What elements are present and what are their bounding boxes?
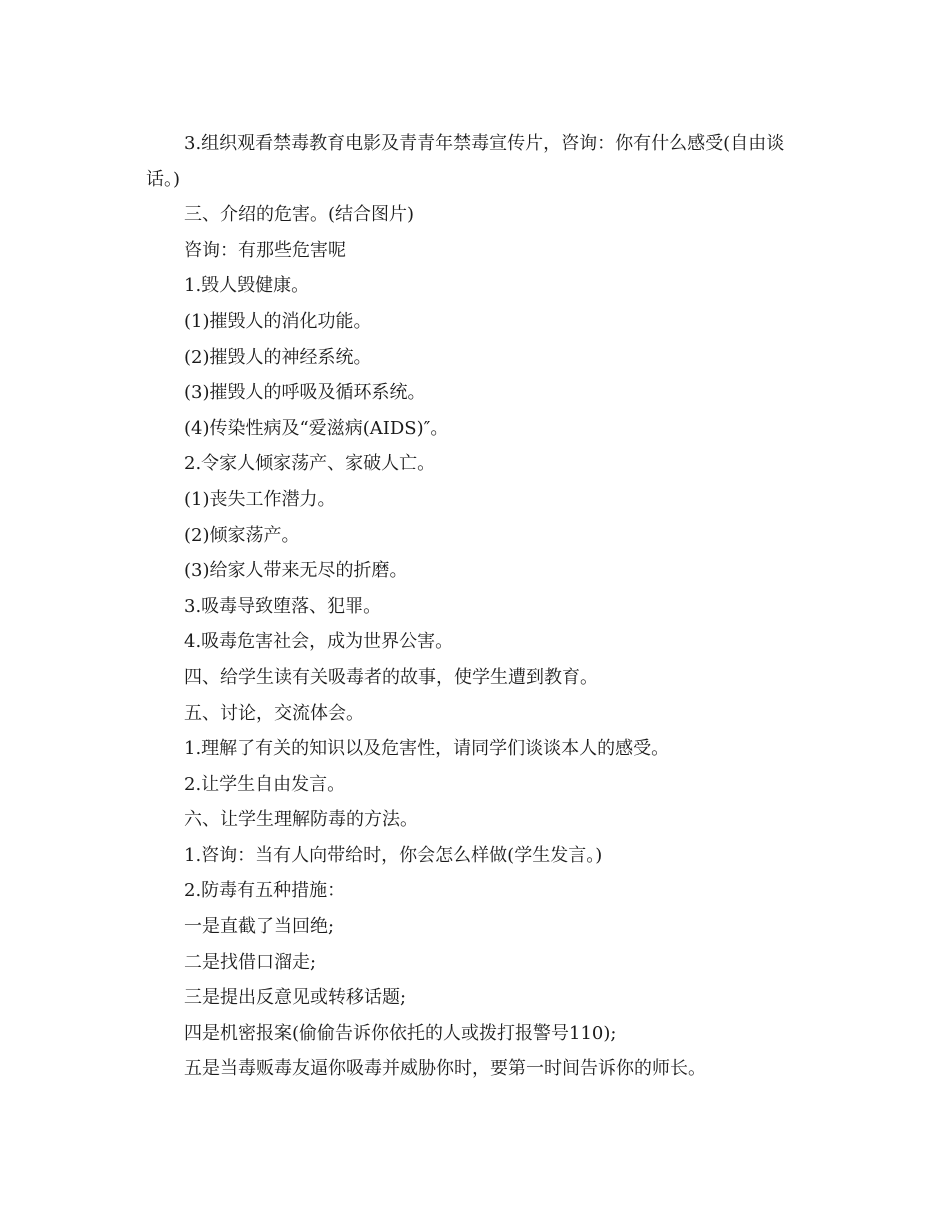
list-item: 3.吸毒导致堕落、犯罪。: [184, 595, 382, 617]
list-item: 三是提出反意见或转移话题;: [184, 987, 407, 1009]
section-heading: 五、讨论，交流体会。: [184, 702, 364, 724]
list-item: (2)摧毁人的神经系统。: [184, 346, 372, 368]
list-item: (2)倾家荡产。: [184, 524, 300, 546]
paragraph: 3.组织观看禁毒教育电影及青青年禁毒宣传片，咨询：你有什么感受(自由谈话。): [146, 133, 785, 190]
list-item: 2.防毒有五种措施：: [184, 880, 346, 902]
list-item: (1)摧毁人的消化功能。: [184, 310, 372, 332]
list-item: 一是直截了当回绝;: [184, 916, 335, 938]
list-item: (3)给家人带来无尽的折磨。: [184, 560, 408, 582]
list-item: 五是当毒贩毒友逼你吸毒并威胁你时，要第一时间告诉你的师长。: [184, 1058, 706, 1080]
list-item: 二是找借口溜走;: [184, 951, 317, 973]
list-item: 2.让学生自由发言。: [184, 773, 346, 795]
list-item: (1)丧失工作潜力。: [184, 488, 336, 510]
list-item: 1.咨询：当有人向带给时，你会怎么样做(学生发言。): [184, 844, 603, 866]
list-item: 1.理解了有关的知识以及危害性，请同学们谈谈本人的感受。: [184, 738, 670, 760]
list-item: 2.令家人倾家荡产、家破人亡。: [184, 453, 436, 475]
list-item: (3)摧毁人的呼吸及循环系统。: [184, 382, 426, 404]
section-heading: 四、给学生读有关吸毒者的故事，使学生遭到教育。: [184, 666, 598, 688]
section-heading: 六、让学生理解防毒的方法。: [184, 809, 418, 831]
list-item: 4.吸毒危害社会，成为世界公害。: [184, 631, 454, 653]
list-item: (4)传染性病及“爱滋病(AIDS)″。: [184, 417, 449, 439]
document-body: [146, 126, 806, 1087]
paragraph: 咨询：有那些危害呢: [184, 239, 346, 261]
list-item: 四是机密报案(偷偷告诉你依托的人或拨打报警号110);: [184, 1022, 617, 1044]
list-item: 1.毁人毁健康。: [184, 275, 310, 297]
section-heading: 三、介绍的危害。(结合图片): [184, 204, 415, 226]
